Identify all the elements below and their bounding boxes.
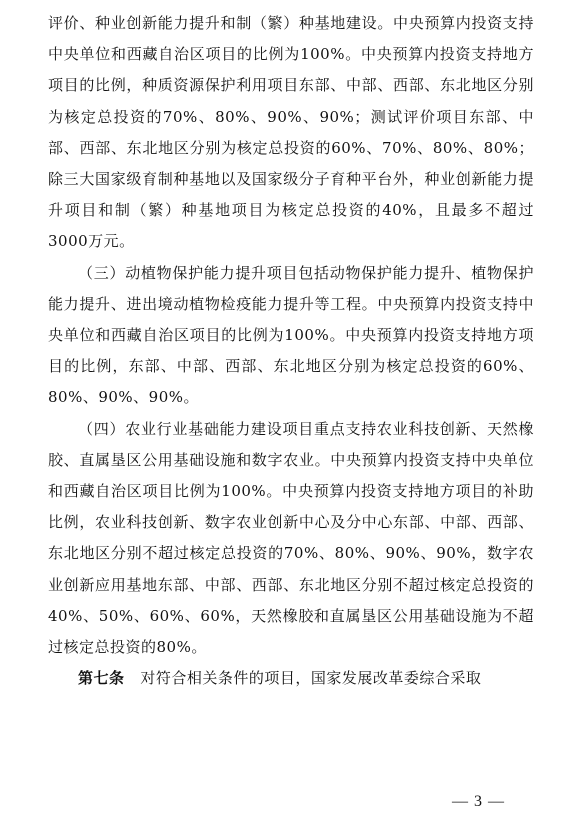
article-text: 对符合相关条件的项目，国家发展改革委综合采取: [140, 669, 482, 688]
paragraph-article-seven: [48, 663, 534, 694]
document-body: [48, 8, 534, 694]
paragraph-section-four: （四）农业行业基础能力建设项目重点支持农业科技创新、天然橡胶、直属垦区公用基础设施和数字农业。中央预算内投资支持中央单位和西藏自治区项目比例为100%。中央预算内投资支持地方项目的补助比例，农业科技创新、数字农业创新中心及分中心东部、中部、西部、东北地区分别不超过核定总投资的70%、80%、90%、90%，数字农业创新应用基地东部、中部、西部、东北地区分别不超过核定总投资的40%、50%、60%、60%，天然橡胶和直属垦区公用基础设施为不超过核定总投资的80%。: [48, 419, 534, 657]
article-label: 第七条: [78, 669, 125, 688]
paragraph-continuation: 评价、种业创新能力提升和制（繁）种基地建设。中央预算内投资支持中央单位和西藏自治区项目的比例为100%。中央预算内投资支持地方项目的比例，种质资源保护利用项目东部、中部、西部、东北地区分别为核定总投资的70%、80%、90%、90%；测试评价项目东部、中部、西部、东北地区分别为核定总投资的60%、70%、80%、80%；除三大国家级育制种基地以及国家级分子育种平台外，种业创新能力提升项目和制（繁）种基地项目为核定总投资的40%，且最多不超过3000万元。: [48, 14, 534, 251]
page-number: — 3 —: [452, 793, 505, 810]
paragraph-section-three: （三）动植物保护能力提升项目包括动物保护能力提升、植物保护能力提升、进出境动植物检疫能力提升等工程。中央预算内投资支持中央单位和西藏自治区项目的比例为100%。中央预算内投资支持地方项目的比例，东部、中部、西部、东北地区分别为核定总投资的60%、80%、90%、90%。: [48, 263, 534, 407]
article-spacer: [125, 669, 141, 687]
